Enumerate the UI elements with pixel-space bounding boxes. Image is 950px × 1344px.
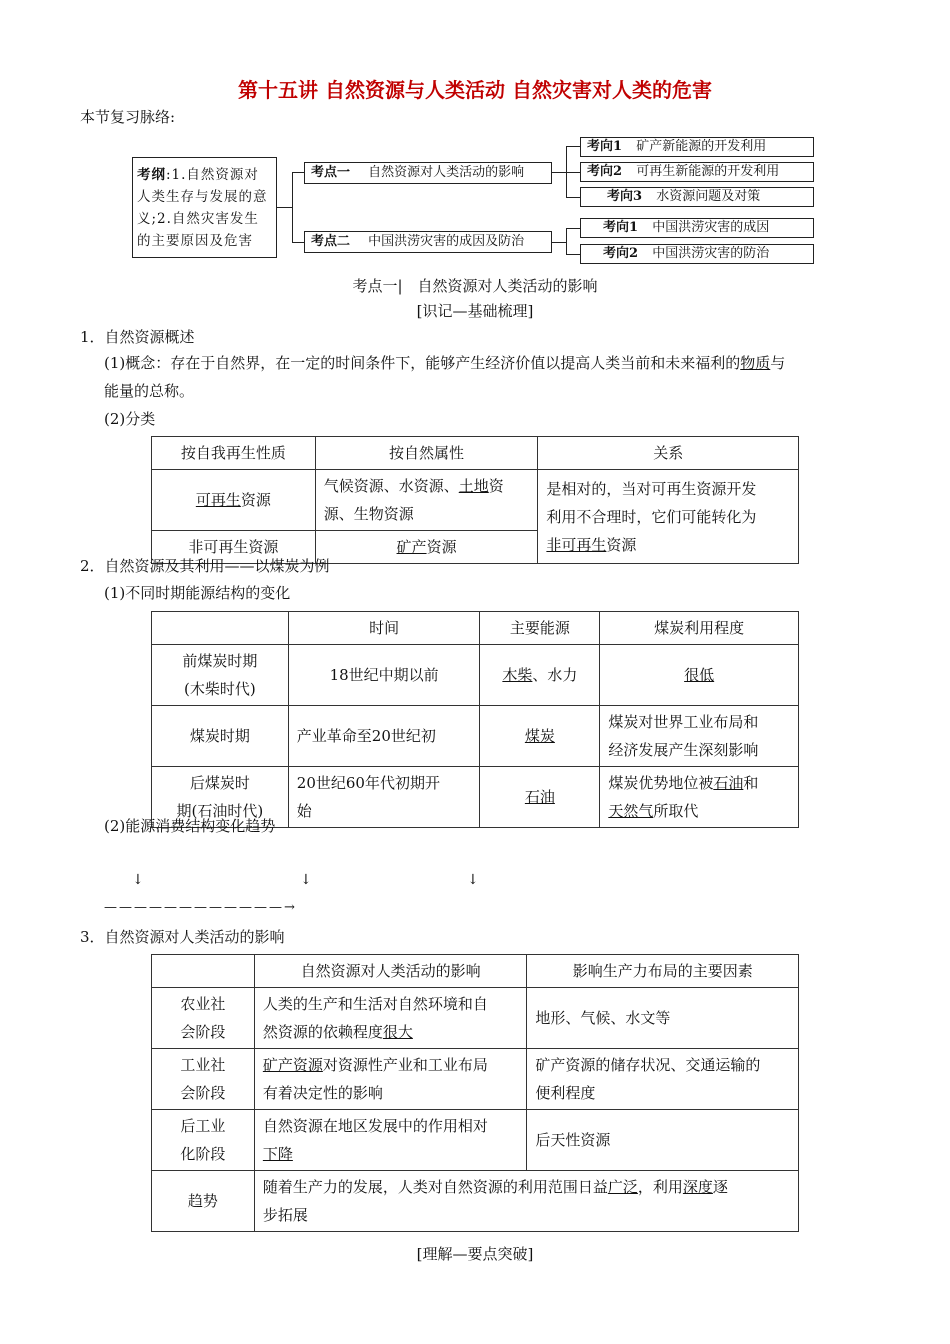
direction-1-label: 考向1 <box>587 139 623 154</box>
point-1-label: 考点一 <box>311 165 351 180</box>
table-row <box>152 706 799 767</box>
answer-text: 石油 <box>524 788 555 806</box>
cell-text: 便利程度 <box>535 1084 596 1102</box>
answer-text: 土地 <box>458 477 489 495</box>
table-row <box>152 955 799 988</box>
cell-text: (木柴时代) <box>184 680 256 698</box>
answer-text: 很低 <box>684 666 715 684</box>
s1-classify-heading: (2)分类 <box>104 410 156 428</box>
cell-text: 源、生物资源 <box>323 505 414 523</box>
cell-text: 期(石油时代) <box>176 802 264 820</box>
syllabus-label: 考纲 <box>137 167 166 183</box>
connector <box>292 172 304 173</box>
table-cell <box>254 1110 527 1171</box>
table-row <box>152 1110 799 1171</box>
cell-text: 是相对的，当对可再生资源开发 <box>546 479 757 498</box>
table-header: 按自然属性 <box>315 437 538 470</box>
table-cell: 煤炭时期 <box>152 706 289 767</box>
cell-text: 始 <box>296 802 312 820</box>
outline-direction-5-box <box>580 244 814 264</box>
syllabus-text-3: 义;2.自然灾害发生 <box>137 211 259 227</box>
energy-structure-table <box>151 611 799 828</box>
table-cell <box>254 988 527 1049</box>
cell-text: 然资源的依赖程度 <box>262 1023 383 1041</box>
answer-text: 广泛 <box>607 1178 638 1196</box>
connector <box>277 207 293 208</box>
classification-table <box>151 436 799 564</box>
outline-point-2-box <box>304 231 552 253</box>
cell-text: 所取代 <box>653 802 699 820</box>
table-header <box>152 955 255 988</box>
s1-heading: 1．自然资源概述 <box>80 328 195 346</box>
cell-text: 资源 <box>240 491 271 509</box>
table-row <box>152 1171 799 1232</box>
s2-sub-1: (1)不同时期能源结构的变化 <box>104 584 291 602</box>
table-header: 影响生产力布局的主要因素 <box>527 955 799 988</box>
table-header: 煤炭利用程度 <box>600 612 799 645</box>
cell-text: 资 <box>488 477 504 495</box>
cell-text: 经济发展产生深刻影响 <box>608 741 759 759</box>
table-cell <box>152 988 255 1049</box>
table-cell <box>152 1110 255 1171</box>
table-cell <box>315 470 538 531</box>
cell-text: 有着决定性的影响 <box>262 1084 383 1102</box>
cell-text: 后煤炭时 <box>189 774 250 792</box>
cell-text: 会阶段 <box>180 1023 226 1041</box>
down-arrow-icon: ↓ <box>300 872 312 888</box>
cell-text: 随着生产力的发展，人类对自然资源的利用范围日益 <box>262 1178 608 1196</box>
cell-text: 资源 <box>606 535 637 554</box>
concept-answer: 物质 <box>740 354 771 372</box>
resource-impact-table <box>151 954 799 1232</box>
outline-direction-1-box <box>580 137 814 157</box>
table-cell <box>600 706 799 767</box>
answer-text: 石油 <box>713 774 744 792</box>
answer-text: 深度 <box>682 1178 713 1196</box>
table-cell: 18世纪中期以前 <box>288 645 480 706</box>
connector <box>566 228 567 254</box>
direction-5-label: 考向2 <box>603 246 639 261</box>
cell-text: 对资源性产业和工业布局 <box>322 1056 488 1074</box>
intro-text: 本节复习脉络: <box>80 108 176 126</box>
s2-sub-2: (2)能源消费结构变化趋势 <box>104 817 276 835</box>
cell-text: 利用不合理时，它们可能转化为 <box>546 507 757 526</box>
table-cell <box>254 1049 527 1110</box>
page-title: 第十五讲 自然资源与人类活动 自然灾害对人类的危害 <box>238 78 712 102</box>
connector <box>292 242 304 243</box>
concept-text: (1)概念：存在于自然界，在一定的时间条件下，能够产生经济价值以提高人类当前和未来福利的 <box>104 354 741 372</box>
outline-direction-3-box <box>580 187 814 207</box>
table-cell <box>480 706 600 767</box>
s3-heading: 3．自然资源对人类活动的影响 <box>80 928 285 946</box>
table-cell <box>152 470 316 531</box>
table-cell <box>600 645 799 706</box>
connector <box>566 146 580 147</box>
table-cell <box>480 767 600 828</box>
answer-text: 矿产资源 <box>262 1056 323 1074</box>
cell-text: 步拓展 <box>262 1206 308 1224</box>
cell-text: 逐 <box>712 1178 728 1196</box>
syllabus-text-4: 的主要原因及危害 <box>137 233 253 249</box>
table-cell <box>152 1049 255 1110</box>
cell-text: 20世纪60年代初期开 <box>296 774 440 792</box>
answer-text: 天然气 <box>608 802 654 820</box>
table-cell <box>254 1171 798 1232</box>
outline-direction-2-box <box>580 162 814 182</box>
connector <box>292 172 293 242</box>
table-cell <box>538 470 799 564</box>
syllabus-text-2: 人类生存与发展的意 <box>137 189 268 205</box>
cell-text: 化阶段 <box>180 1145 226 1163</box>
answer-text: 下降 <box>262 1145 293 1163</box>
connector <box>566 254 580 255</box>
table-cell: 后天性资源 <box>527 1110 799 1171</box>
point-2-label: 考点二 <box>311 234 351 249</box>
cell-text: 、水力 <box>532 666 578 684</box>
table-cell <box>152 645 289 706</box>
cell-text: 工业社 <box>180 1056 226 1074</box>
sub-heading-memorize: [识记—基础梳理] <box>416 302 534 320</box>
s1-concept-line-1 <box>104 353 785 373</box>
connector <box>552 172 566 173</box>
table-cell <box>527 1049 799 1110</box>
table-cell <box>480 645 600 706</box>
table-row <box>152 645 799 706</box>
table-row <box>152 988 799 1049</box>
connector <box>566 197 580 198</box>
direction-4-text: 中国洪涝灾害的成因 <box>652 220 770 235</box>
cell-text: 会阶段 <box>180 1084 226 1102</box>
sub-heading-understand: [理解—要点突破] <box>416 1245 534 1263</box>
table-cell: 非可再生资源 <box>152 531 316 564</box>
cell-text: 前煤炭时期 <box>182 652 258 670</box>
connector <box>566 228 580 229</box>
syllabus-text-1: :1.自然资源对 <box>166 167 259 183</box>
cell-text: 矿产资源的储存状况、交通运输的 <box>535 1056 761 1074</box>
table-cell <box>288 767 480 828</box>
cell-text: 自然资源在地区发展中的作用相对 <box>262 1117 488 1135</box>
cell-text: 和 <box>743 774 759 792</box>
outline-direction-4-box <box>580 218 814 238</box>
cell-text: ，利用 <box>637 1178 683 1196</box>
table-cell <box>600 767 799 828</box>
down-arrow-icon: ↓ <box>132 872 144 888</box>
cell-text: 资源 <box>426 538 457 556</box>
table-header: 时间 <box>288 612 480 645</box>
point-1-text: 自然资源对人类活动的影响 <box>368 165 525 180</box>
outline-point-1-box <box>304 162 552 184</box>
direction-3-text: 水资源问题及对策 <box>656 189 761 204</box>
cell-text: 后工业 <box>180 1117 226 1135</box>
table-row <box>152 470 799 531</box>
direction-5-text: 中国洪涝灾害的防治 <box>652 246 770 261</box>
table-cell <box>315 531 538 564</box>
direction-2-label: 考向2 <box>587 164 623 179</box>
table-cell: 产业革命至20世纪初 <box>288 706 480 767</box>
direction-4-label: 考向1 <box>603 220 639 235</box>
direction-1-text: 矿产新能源的开发利用 <box>636 139 767 154</box>
table-header: 按自我再生性质 <box>152 437 316 470</box>
answer-text: 煤炭 <box>524 727 555 745</box>
section-heading: 考点一| 自然资源对人类活动的影响 <box>352 277 598 295</box>
direction-3-label: 考向3 <box>607 189 643 204</box>
table-row <box>152 612 799 645</box>
table-cell: 地形、气候、水文等 <box>527 988 799 1049</box>
cell-text: 煤炭对世界工业布局和 <box>608 713 759 731</box>
direction-2-text: 可再生新能源的开发利用 <box>636 164 780 179</box>
trend-long-arrow: ————————————→ <box>104 900 297 915</box>
table-cell: 趋势 <box>152 1171 255 1232</box>
s2-heading: 2．自然资源及其利用——以煤炭为例 <box>80 557 330 575</box>
table-row <box>152 437 799 470</box>
table-header <box>152 612 289 645</box>
down-arrow-icon: ↓ <box>467 872 479 888</box>
answer-text: 可再生 <box>195 491 241 509</box>
table-header: 主要能源 <box>480 612 600 645</box>
s1-concept-line-2: 能量的总称。 <box>104 382 195 400</box>
answer-text: 木柴 <box>502 666 533 684</box>
answer-text: 非可再生 <box>546 535 607 554</box>
connector <box>552 242 566 243</box>
point-2-text: 中国洪涝灾害的成因及防治 <box>368 234 525 249</box>
cell-text: 煤炭优势地位被 <box>608 774 714 792</box>
table-row <box>152 1049 799 1110</box>
connector <box>566 172 580 173</box>
concept-text: 与 <box>770 354 786 372</box>
answer-text: 矿产 <box>396 538 427 556</box>
table-header: 关系 <box>538 437 799 470</box>
cell-text: 气候资源、水资源、 <box>323 477 459 495</box>
outline-syllabus-box <box>132 157 277 258</box>
answer-text: 很大 <box>382 1023 413 1041</box>
cell-text: 人类的生产和生活对自然环境和自 <box>262 995 488 1013</box>
cell-text: 农业社 <box>180 995 226 1013</box>
table-header: 自然资源对人类活动的影响 <box>254 955 527 988</box>
